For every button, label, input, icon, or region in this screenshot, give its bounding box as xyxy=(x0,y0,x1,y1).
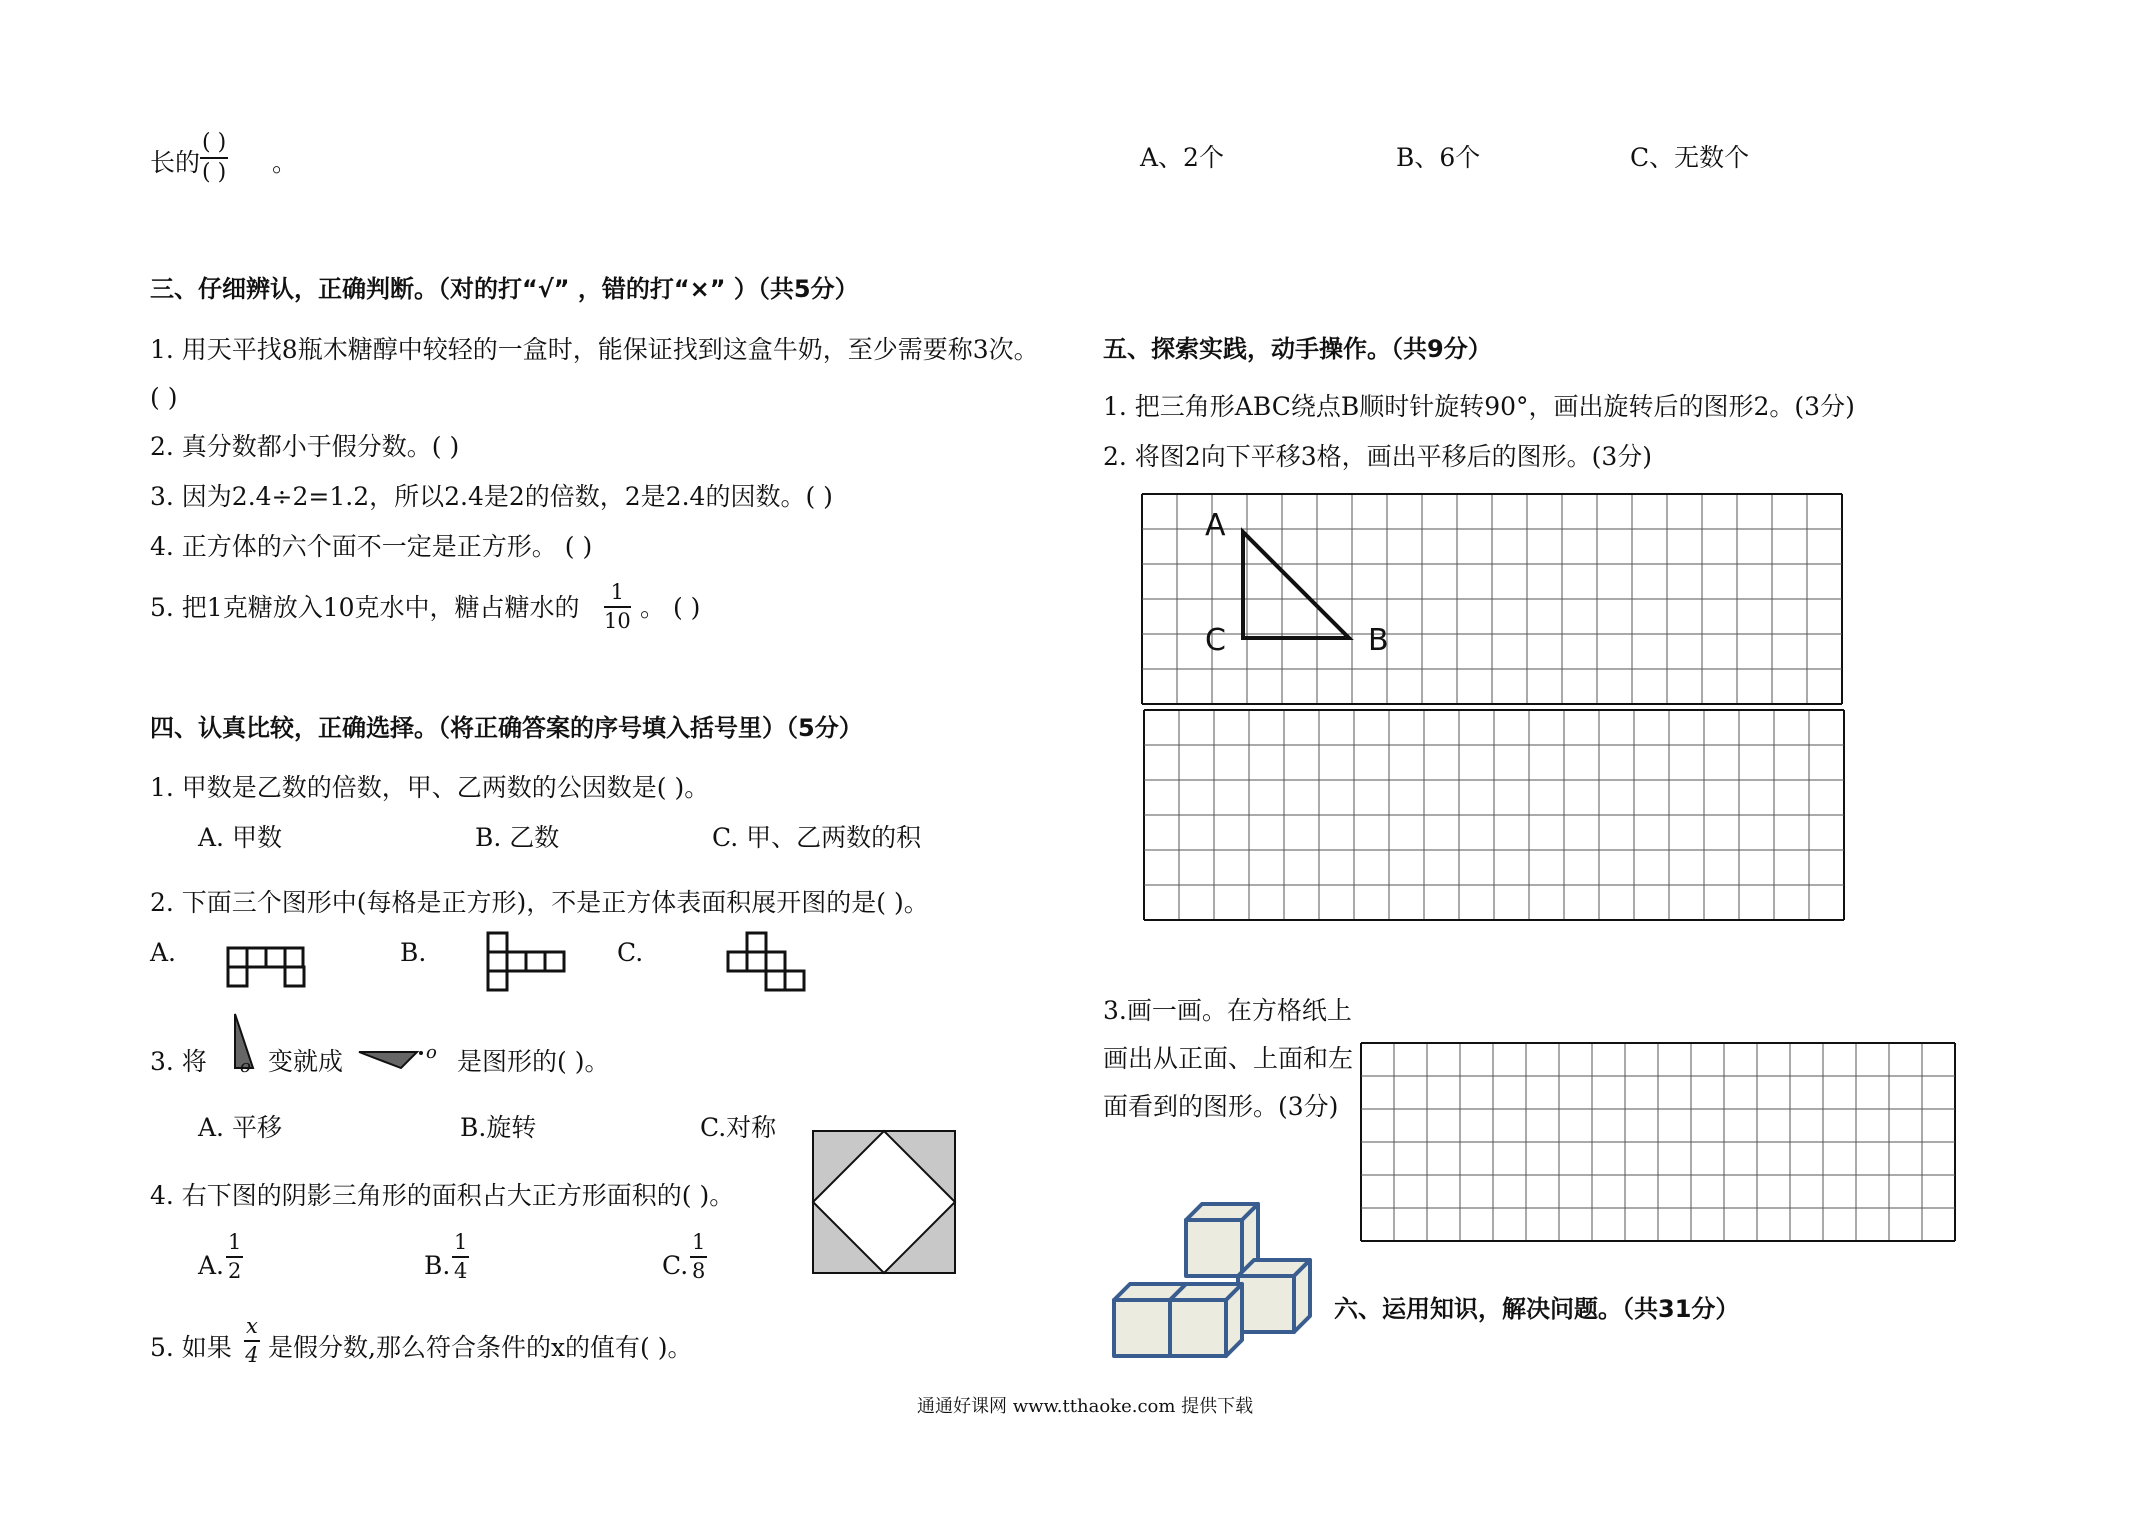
triangle-abc xyxy=(1142,494,1844,710)
section-5-title: 五、探索实践，动手操作。（共9分） xyxy=(1103,335,1492,363)
section-4-title: 四、认真比较，正确选择。（将正确答案的序号填入括号里）（5分） xyxy=(150,714,863,742)
s4-question-1: 1. 甲数是乙数的倍数，甲、乙两数的公因数是( )。 xyxy=(150,773,710,802)
s4-q1-option-a: A. 甲数 xyxy=(198,823,282,852)
top-option-c: C、无数个 xyxy=(1630,143,1750,172)
s4-q2-label-a: A. xyxy=(150,938,177,967)
grid-lower xyxy=(1144,710,1846,926)
point-c-label: C xyxy=(1205,623,1226,658)
s5-question-3-line-3: 面看到的图形。(3分) xyxy=(1103,1092,1339,1121)
s4-question-5-post: 是假分数,那么符合条件的x的值有( )。 xyxy=(268,1333,693,1362)
s4-q3-option-a: A. 平移 xyxy=(198,1113,282,1142)
s4-question-3-post: 是图形的( )。 xyxy=(457,1047,610,1076)
section-3-title: 三、仔细辨认，正确判断。（对的打“√” ，错的打“×” ）（共5分） xyxy=(150,275,859,303)
s4-q1-option-b: B. 乙数 xyxy=(475,823,560,852)
s4-question-3-pre: 3. 将 xyxy=(150,1047,207,1076)
top-option-b: B、6个 xyxy=(1396,143,1481,172)
shaded-square-figure xyxy=(812,1130,958,1276)
s4-q4-option-c-label: C. xyxy=(662,1251,689,1280)
s4-q4-option-b-fraction: $\frac{1}{4}$ xyxy=(454,1230,468,1283)
s4-q2-label-c: C. xyxy=(617,938,644,967)
section-6-title: 六、运用知识，解决问题。（共31分） xyxy=(1334,1295,1740,1323)
s4-q1-option-c: C. 甲、乙两数的积 xyxy=(712,823,922,852)
pivot-o-label-1: o xyxy=(240,1056,251,1077)
cube-net-c xyxy=(728,933,808,995)
s4-q2-label-b: B. xyxy=(400,938,427,967)
cube-net-a xyxy=(228,948,308,990)
s4-q4-option-a-label: A. xyxy=(198,1251,225,1280)
point-a-label: A xyxy=(1205,508,1226,543)
s5-question-1: 1. 把三角形ABC绕点B顺时针旋转90°，画出旋转后的图形2。(3分) xyxy=(1103,392,1855,421)
top-option-a: A、2个 xyxy=(1140,143,1224,172)
footer-source: 通通好课网 www.tthaoke.com 提供下载 xyxy=(917,1396,1254,1417)
point-b-label: B xyxy=(1368,623,1389,658)
s4-question-5-pre: 5. 如果 xyxy=(150,1333,232,1362)
top-line-prefix: 长的 xyxy=(150,148,201,177)
cube-stack-figure xyxy=(1110,1198,1316,1362)
s3-question-3: 3. 因为2.4÷2=1.2，所以2.4是2的倍数，2是2.4的因数。( ) xyxy=(150,482,833,511)
s4-question-2: 2. 下面三个图形中(每格是正方形)，不是正方体表面积展开图的是( )。 xyxy=(150,888,929,917)
s4-q4-option-b-label: B. xyxy=(424,1251,451,1280)
s4-q5-fraction: $\frac{x}{4}$ xyxy=(245,1314,259,1367)
s4-question-3-mid: 变就成 xyxy=(268,1047,344,1076)
s4-q4-option-a-fraction: $\frac{1}{2}$ xyxy=(228,1230,242,1283)
blank-fraction: ( ) ( ) xyxy=(202,130,227,185)
s3-question-5-blank: 。 ( ) xyxy=(640,593,701,622)
triangle-rotated-icon xyxy=(357,1048,427,1074)
top-line-suffix: 。 xyxy=(272,148,298,177)
s4-question-4: 4. 右下图的阴影三角形的面积占大正方形面积的( )。 xyxy=(150,1181,735,1210)
s5-question-3-line-1: 3.画一画。在方格纸上 xyxy=(1103,996,1352,1025)
s4-q3-option-c: C.对称 xyxy=(700,1113,777,1142)
s3-question-1: 1. 用天平找8瓶木糖醇中较轻的一盒时，能保证找到这盒牛奶，至少需要称3次。 xyxy=(150,335,1039,364)
s3-question-4: 4. 正方体的六个面不一定是正方形。 ( ) xyxy=(150,532,593,561)
s3-question-1-blank: ( ) xyxy=(150,383,178,412)
s5-question-2: 2. 将图2向下平移3格，画出平移后的图形。(3分) xyxy=(1103,442,1653,471)
s5-question-3-line-2: 画出从正面、上面和左 xyxy=(1103,1044,1354,1073)
s4-q4-option-c-fraction: $\frac{1}{8}$ xyxy=(692,1230,706,1283)
s4-q3-option-b: B.旋转 xyxy=(460,1113,537,1142)
s3-question-5: 5. 把1克糖放入10克水中，糖占糖水的 xyxy=(150,593,580,622)
grid-views xyxy=(1361,1043,1987,1241)
s3-q5-fraction: $\frac{1}{10}$ xyxy=(604,580,631,633)
cube-net-b xyxy=(488,933,568,995)
pivot-o-label-2: o xyxy=(426,1042,437,1063)
s3-question-2: 2. 真分数都小于假分数。( ) xyxy=(150,432,460,461)
